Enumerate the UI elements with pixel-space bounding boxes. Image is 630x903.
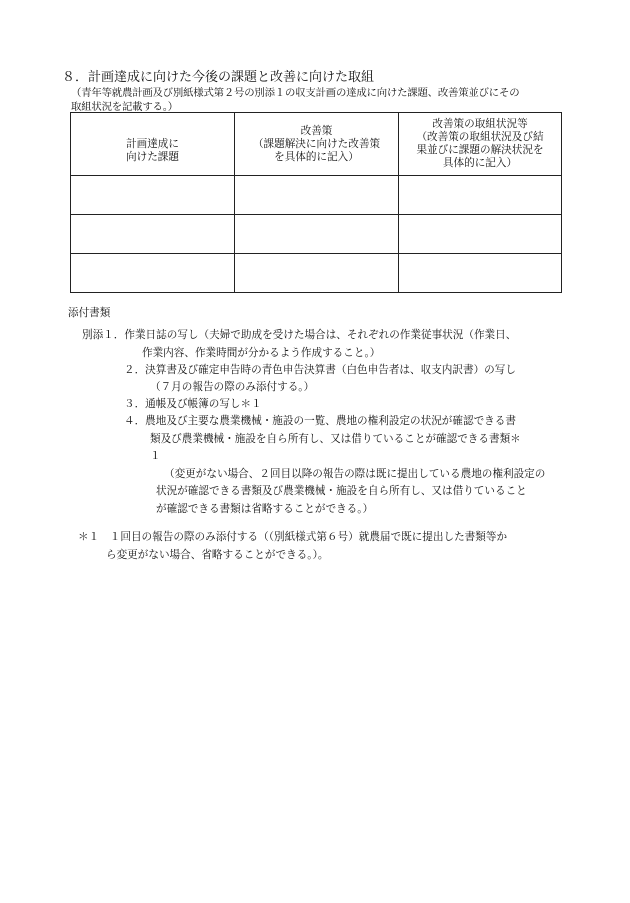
table-cell[interactable] [71,215,235,254]
section-8-title: ８．計画達成に向けた今後の課題と改善に向けた取組 [62,70,375,85]
table-cell[interactable] [399,215,562,254]
header-status [399,113,562,176]
table-row [71,254,562,293]
table-cell[interactable] [235,254,399,293]
table-cell[interactable] [235,215,399,254]
header-issues [71,113,235,176]
attachment-item-4-note-line3: が確認できる書類は省略することができる。） [156,503,374,515]
attachment-item-2-line1: ２．決算書及び確定申告時の青色申告決算書（白色申告者は、収支内訳書）の写し [124,364,516,376]
plan-issues-table [70,112,562,293]
table-header-row [71,113,562,176]
table-cell[interactable] [235,176,399,215]
section-8-note-line1: （青年等就農計画及び別紙様式第２号の別添１の収支計画の達成に向けた課題、改善策並びにその [71,87,520,99]
attachment-item-4-line2: 類及び農業機械・施設を自ら所有し、又は借りていることが確認できる書類＊ [150,433,521,445]
attachment-item-4-note-line1: （変更がない場合、２回目以降の報告の際は既に提出している農地の権利設定の [164,468,546,480]
attachment-item-4-line1: ４．農地及び主要な農業機械・施設の一覧、農地の権利設定の状況が確認できる書 [124,415,516,427]
attachments-heading: 添付書類 [68,307,111,319]
header-issues-label: 計画達成に 向けた課題 [126,137,179,163]
attachment-item-4-line3: １ [150,450,161,462]
attachment-item-1-line2: 作業内容、作業時間が分かるよう作成すること。） [142,347,381,359]
footnote-line2: ら変更がない場合、省略することができる。）。 [106,549,329,561]
header-status-label: 改善策の取組状況等 （改善策の取組状況及び結 果並びに課題の解決状況を 具体的に記入） [416,118,544,169]
attachment-item-1-line1: 別添１．作業日誌の写し（夫婦で助成を受けた場合は、それぞれの作業従事状況（作業日、 [82,329,517,341]
table-cell[interactable] [71,254,235,293]
header-improvements [235,113,399,176]
table-row [71,176,562,215]
section-8-note-line2: 取組状況を記載する。） [71,101,178,113]
attachment-item-2-line2: （７月の報告の際のみ添付する。） [150,381,315,393]
attachment-item-3: ３．通帳及び帳簿の写し＊１ [124,398,262,410]
table-cell[interactable] [399,176,562,215]
attachment-item-4-note-line2: 状況が確認できる書類及び農業機械・施設を自ら所有し、又は借りていること [156,485,527,497]
table-cell[interactable] [399,254,562,293]
footnote-line1: ＊１ １回目の報告の際のみ添付する（（別紙様式第６号）就農届で既に提出した書類等か [78,531,508,543]
header-improvements-label: 改善策 （課題解決に向けた改善策 を具体的に記入） [252,124,381,163]
table-row [71,215,562,254]
table-cell[interactable] [71,176,235,215]
